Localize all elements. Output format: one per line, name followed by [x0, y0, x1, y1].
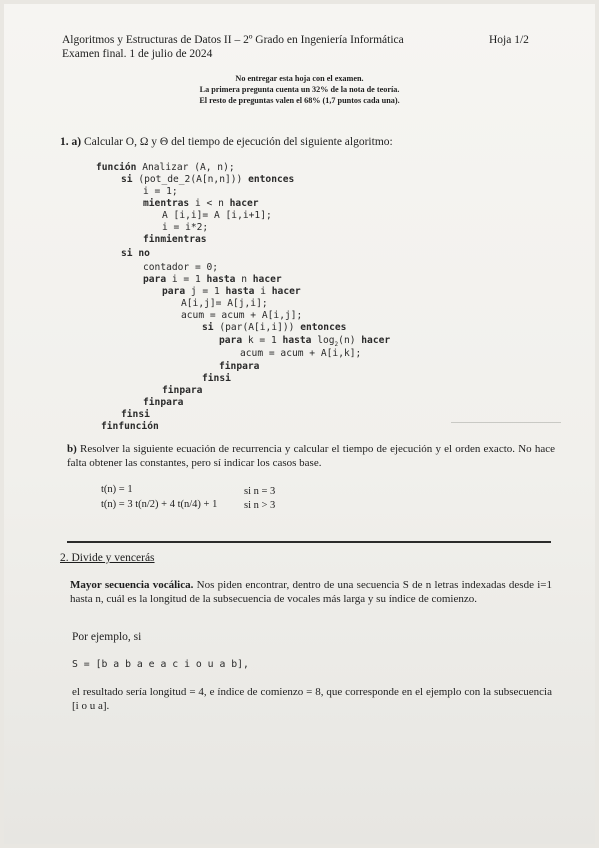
- question-1b: [67, 442, 555, 470]
- code-line: contador = 0;: [143, 262, 219, 273]
- sheet-number: Hoja 1/2: [489, 34, 529, 46]
- exam-sheet: [4, 4, 595, 844]
- question-1a: [60, 136, 393, 148]
- code-line: finpara: [219, 361, 260, 372]
- question-2-title: 2. Divide y vencerás: [60, 552, 155, 564]
- scan-artifact-line: [451, 422, 561, 423]
- problem-name: Mayor secuencia vocálica.: [70, 579, 194, 591]
- recurrence-cond-2: si n > 3: [244, 500, 276, 511]
- example-result: el resultado sería longitud = 4, e índice de comienzo = 8, que corresponde en el ejemplo con la subsecuencia [i o u a].: [72, 686, 552, 712]
- code-line: si (pot_de_2(A[n,n])) entonces: [121, 174, 295, 185]
- code-line: A[i,j]= A[j,i];: [181, 298, 268, 309]
- question-1b-label: b): [67, 443, 77, 455]
- code-line: finsi: [121, 409, 150, 420]
- notice-line-3: El resto de preguntas valen el 68% (1,7 puntos cada una).: [199, 96, 400, 105]
- code-line: finpara: [143, 397, 184, 408]
- section-divider: [67, 541, 551, 543]
- code-line: función Analizar (A, n);: [96, 162, 235, 173]
- example-sequence: S = [b a b a e a c i o u a b],: [72, 659, 249, 670]
- course-title: Algoritmos y Estructuras de Datos II – 2º Grado en Ingeniería Informática: [62, 34, 404, 46]
- question-1a-text: Calcular O, Ω y Θ del tiempo de ejecución del siguiente algoritmo:: [83, 136, 393, 148]
- recurrence-expr-1: t(n) = 1: [101, 484, 133, 495]
- question-2-statement: [70, 578, 552, 606]
- code-line: acum = acum + A[i,k];: [240, 348, 362, 359]
- code-line: finfunción: [101, 421, 159, 432]
- code-line: mientras i < n hacer: [143, 198, 259, 209]
- code-line: finpara: [162, 385, 203, 396]
- code-line: para k = 1 hasta $\log_2(n)$ hacer: [219, 335, 391, 348]
- notice-line-2: La primera pregunta cuenta un 32% de la nota de teoría.: [199, 85, 400, 94]
- problem-text: Nos piden encontrar, dentro de una secuencia S de n letras indexadas desde i=1 hasta n, cuál es la longitud de la subsecuencia de vocales más larga y su índice de comienzo.: [70, 579, 552, 605]
- code-line: acum = acum + A[i,j];: [181, 310, 303, 321]
- recurrence-expr-2: t(n) = 3 t(n/2) + 4 t(n/4) + 1: [101, 499, 218, 510]
- code-line: finmientras: [143, 234, 207, 245]
- question-1a-label: 1. a): [60, 136, 82, 148]
- notice-line-1: No entregar esta hoja con el examen.: [235, 74, 364, 83]
- code-line: para j = 1 hasta i hacer: [162, 286, 301, 297]
- code-line: si no: [121, 248, 150, 259]
- example-intro: Por ejemplo, si: [72, 631, 142, 643]
- code-line: i = 1;: [143, 186, 178, 197]
- recurrence-cond-1: si n = 3: [244, 486, 276, 497]
- code-line: i = i*2;: [162, 222, 209, 233]
- exam-date: Examen final. 1 de julio de 2024: [62, 48, 213, 60]
- code-line: A [i,i]= A [i,i+1];: [162, 210, 272, 221]
- code-line: finsi: [202, 373, 231, 384]
- code-line: si (par(A[i,i])) entonces: [202, 322, 347, 333]
- question-1b-text: Resolver la siguiente ecuación de recurrencia y calcular el tiempo de ejecución y el orden exacto. No hace falta obtener las constantes, pero sí indicar los casos base.: [67, 443, 556, 469]
- code-line: para i = 1 hasta n hacer: [143, 274, 282, 285]
